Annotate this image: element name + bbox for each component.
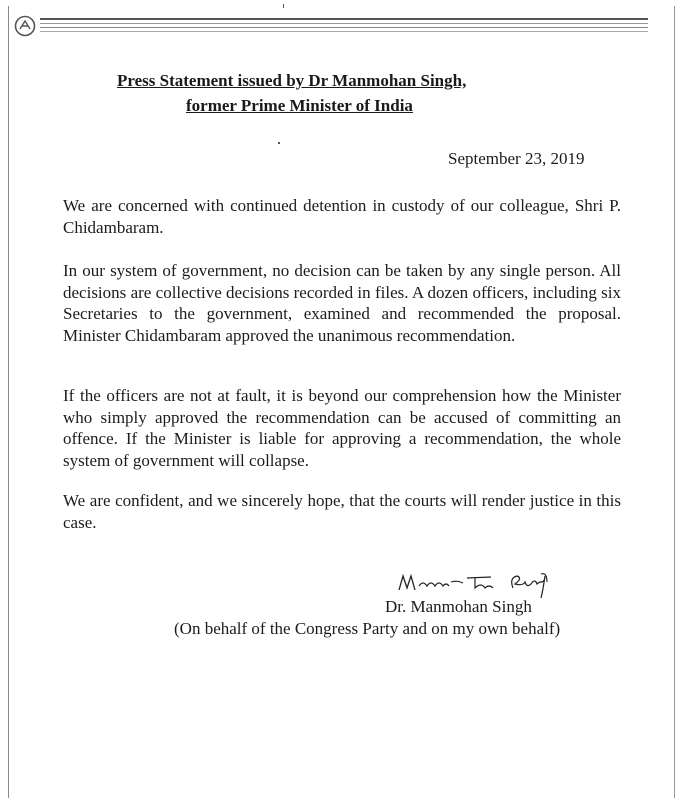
letterhead-band	[10, 15, 650, 37]
letterhead-rule	[40, 31, 648, 32]
letterhead-rule	[40, 27, 648, 28]
title-line-2: former Prime Minister of India	[186, 96, 413, 115]
scan-speck	[278, 142, 280, 144]
document-title	[0, 68, 684, 118]
paragraph-2: In our system of government, no decision can be taken by any single person. All decisions are collective decisions recorded in files. A dozen officers, including six Secretaries to the government, examined and recommended the proposal. Minister Chidambaram approved the unanimous recommendation.	[63, 261, 621, 345]
paragraph-4: We are confident, and we sincerely hope, that the courts will render justice in this case.	[63, 491, 621, 532]
scan-speck	[283, 4, 284, 8]
paragraph-1: We are concerned with continued detention in custody of our colleague, Shri P. Chidambaram.	[63, 196, 621, 237]
handwritten-signature	[395, 568, 565, 598]
party-emblem-icon	[14, 15, 36, 37]
letterhead-rule	[40, 23, 648, 24]
paragraph-3: If the officers are not at fault, it is beyond our comprehension how the Minister who simply approved the recommendation can be accused of committing an offence. If the Minister is liable for approving a recommendation, the whole system of government will collapse.	[63, 386, 621, 470]
letterhead-rule	[40, 18, 648, 20]
signatory-name: Dr. Manmohan Singh	[385, 597, 532, 616]
signatory-behalf-note: (On behalf of the Congress Party and on my own behalf)	[174, 619, 561, 638]
title-line-1: Press Statement issued by Dr Manmohan Singh,	[117, 71, 467, 90]
statement-date: September 23, 2019	[448, 149, 585, 168]
